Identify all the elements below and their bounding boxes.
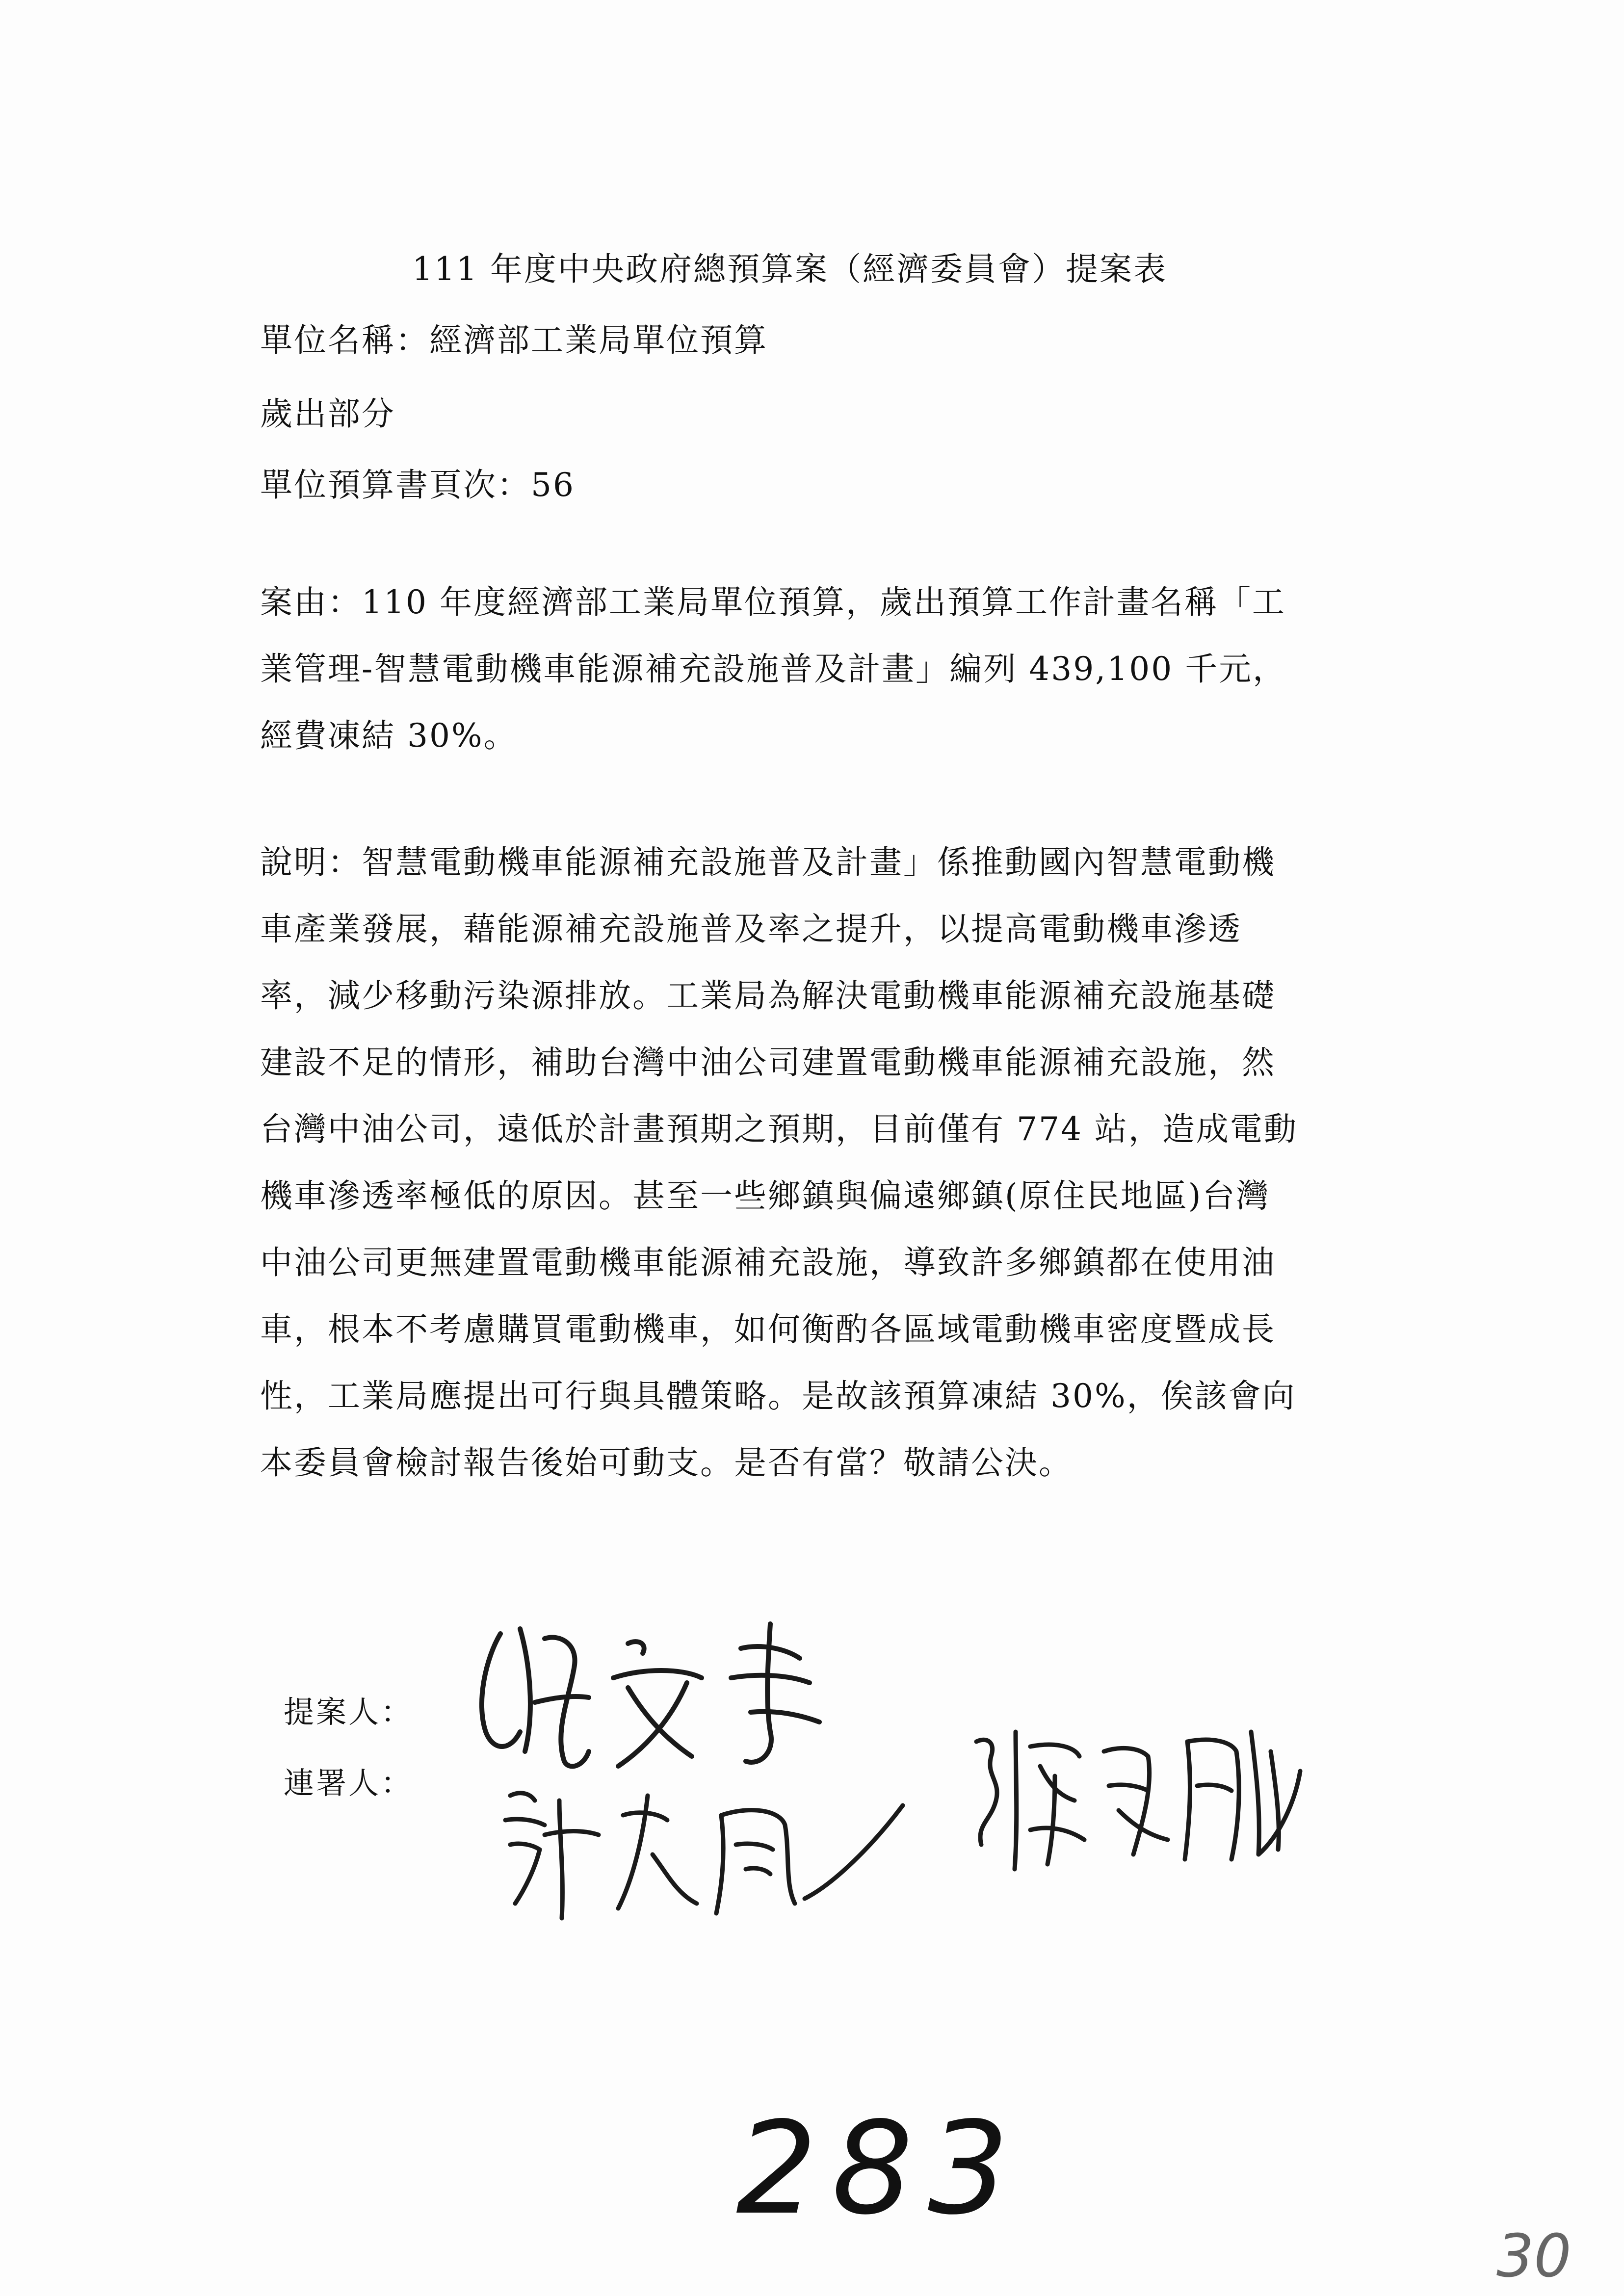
- description-line: 本委員會檢討報告後始可動支。是否有當？敬請公決。: [260, 1444, 1073, 1482]
- description-line: 機車滲透率極低的原因。甚至一些鄉鎮與偏遠鄉鎮(原住民地區)台灣: [260, 1177, 1270, 1215]
- description-line: 性，工業局應提出可行與具體策略。是故該預算凍結 30%，俟該會向: [260, 1377, 1296, 1415]
- description-line: 車產業發展，藉能源補充設施普及率之提升，以提高電動機車滲透: [260, 910, 1242, 948]
- reason-line: 案由：110 年度經濟部工業局單位預算，歲出預算工作計畫名稱「工: [260, 583, 1286, 621]
- page-number: 283: [736, 2095, 1024, 2243]
- reason-line: 經費凍結 30%。: [260, 717, 518, 755]
- unit-name: 單位名稱：經濟部工業局單位預算: [260, 321, 768, 359]
- cosigner-label: 連署人：: [284, 1765, 414, 1801]
- description-line: 台灣中油公司，遠低於計畫預期之預期，目前僅有 774 站，造成電動: [260, 1110, 1298, 1148]
- reason-paragraph: [260, 569, 1398, 769]
- description-line: 說明：智慧電動機車能源補充設施普及計畫」係推動國內智慧電動機: [260, 843, 1276, 881]
- description-line: 率，減少移動污染源排放。工業局為解決電動機車能源補充設施基礎: [260, 977, 1276, 1015]
- cosigner-signature-1: [491, 1756, 932, 1943]
- description-line: 車，根本不考慮購買電動機車，如何衡酌各區域電動機車密度暨成長: [260, 1310, 1276, 1348]
- reason-line: 業管理-智慧電動機車能源補充設施普及計畫」編列 439,100 千元，: [260, 650, 1287, 688]
- budget-section: 歲出部分: [260, 395, 395, 433]
- document-title: 111 年度中央政府總預算案（經濟委員會）提案表: [412, 250, 1167, 288]
- proposer-label: 提案人：: [284, 1694, 414, 1730]
- description-paragraph: [260, 829, 1398, 1496]
- description-line: 建設不足的情形，補助台灣中油公司建置電動機車能源補充設施，然: [260, 1044, 1276, 1081]
- corner-page-number: 30: [1496, 2222, 1572, 2291]
- description-line: 中油公司更無建置電動機車能源補充設施，導致許多鄉鎮都在使用油: [260, 1244, 1276, 1281]
- budget-page-reference: 單位預算書頁次：56: [260, 466, 575, 504]
- cosigner-signature-2: [957, 1712, 1310, 1889]
